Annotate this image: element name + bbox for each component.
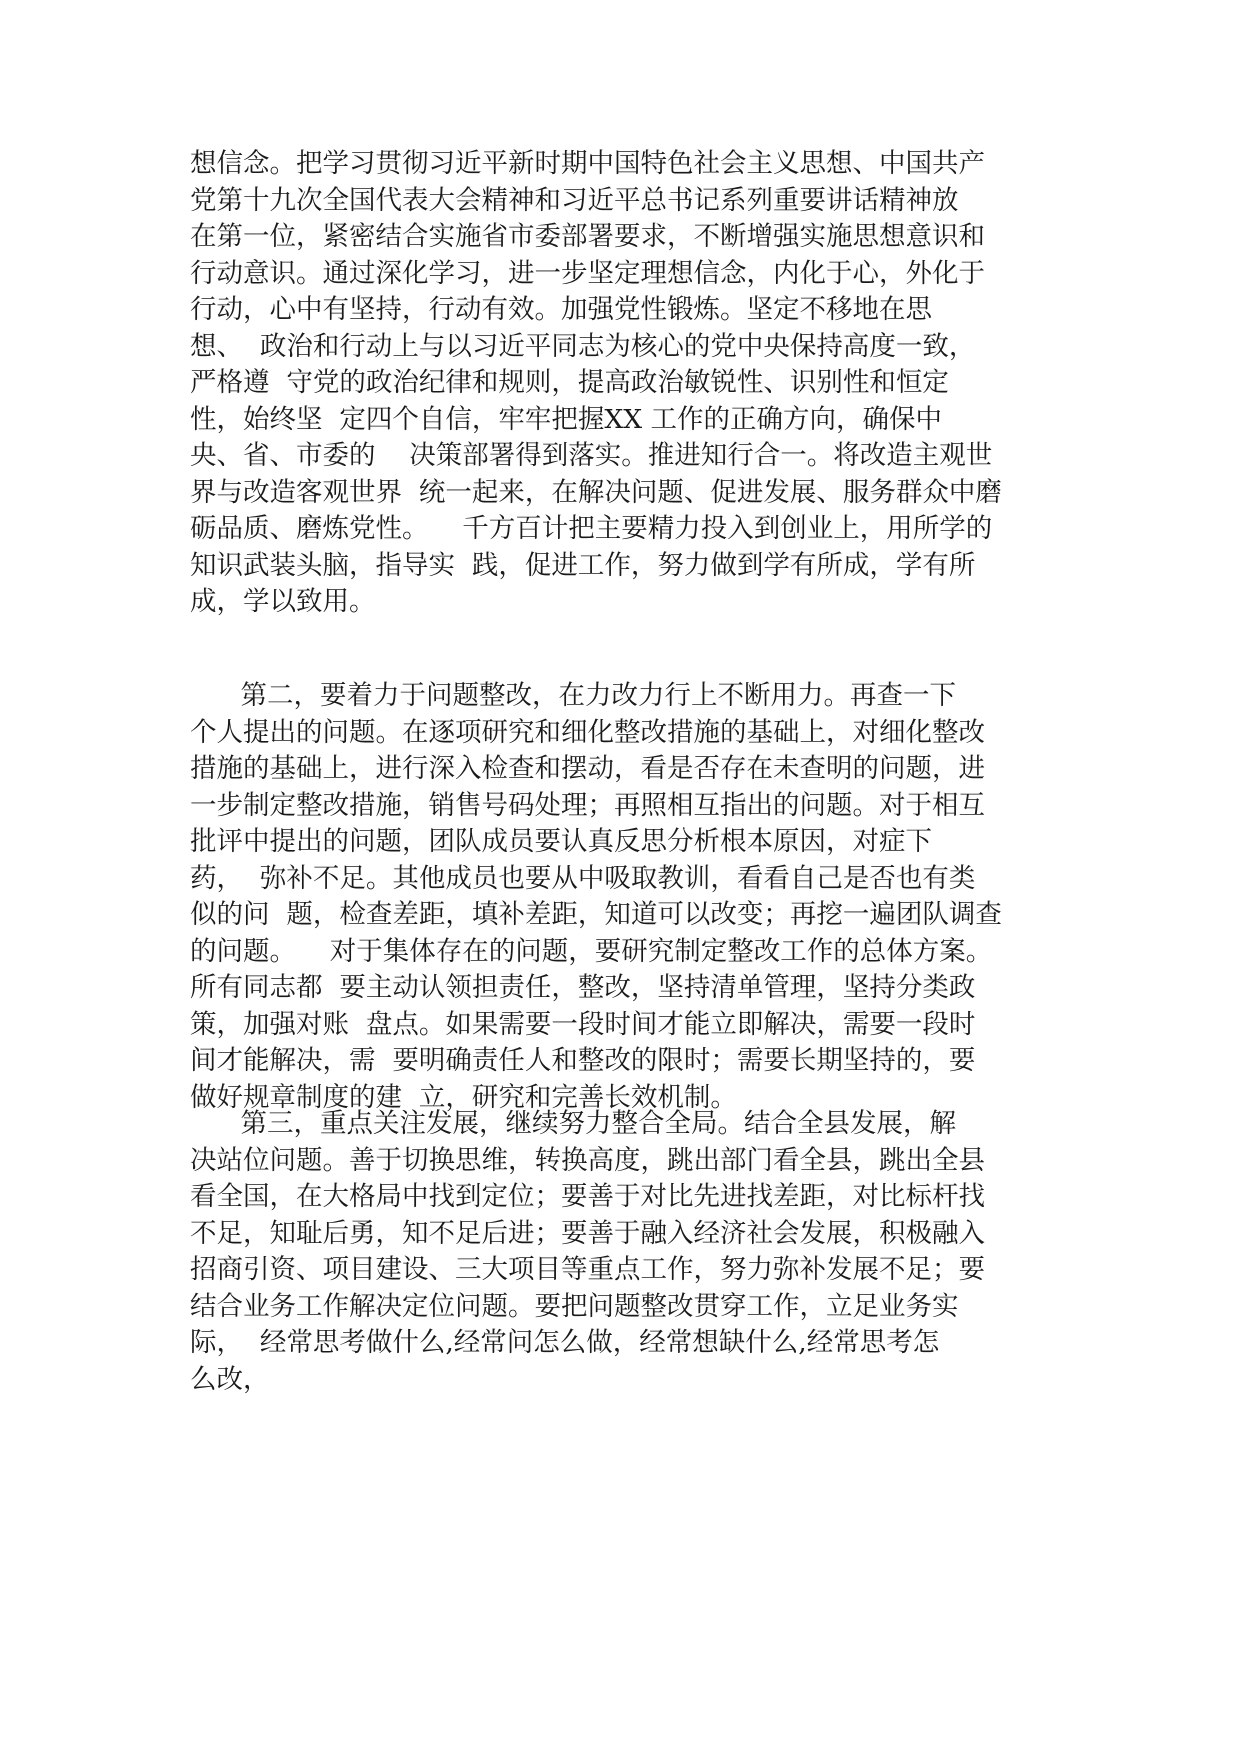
text-line: 性，始终坚 定四个自信，牢牢把握XX 工作的正确方向，确保中 [190, 403, 943, 435]
text-line: 想、 政治和行动上与以习近平同志为核心的党中央保持高度一致， [190, 330, 976, 362]
text-line: 第三，重点关注发展，继续努力整合全局。结合全县发展，解 [190, 1108, 957, 1139]
text-line: 看全国，在大格局中找到定位；要善于对比先进找差距，对比标杆找 [190, 1181, 985, 1212]
text-line: 际， 经常思考做什么,经常问怎么做，经常想缺什么,经常思考怎 [190, 1327, 940, 1358]
text-line: 想信念。把学习贯彻习近平新时期中国特色社会主义思想、中国共产 [190, 148, 985, 179]
text-line: 做好规章制度的建 立，研究和完善长效机制。 [190, 1081, 737, 1113]
text-line: 所有同志都 要主动认领担责任，整改，坚持清单管理，坚持分类政 [190, 972, 976, 1003]
text-line: 策，加强对账 盘点。如果需要一段时间才能立即解决，需要一段时 [190, 1008, 976, 1040]
text-line: 一步制定整改措施，销售号码处理；再照相互指出的问题。对于相互 [190, 789, 985, 821]
text-line: 措施的基础上，进行深入检查和摆动，看是否存在未查明的问题，进 [190, 753, 985, 784]
text-line: 砺品质、磨炼党性。 千方百计把主要精力投入到创业上，用所学的 [190, 513, 993, 544]
text-line: 么改， [190, 1363, 270, 1395]
text-line: 批评中提出的问题，团队成员要认真反思分析根本原因，对症下 [190, 826, 932, 857]
text-line: 决站位问题。善于切换思维，转换高度，跳出部门看全县，跳出全县 [190, 1144, 985, 1176]
text-line: 间才能解决，需 要明确责任人和整改的限时；需要长期坚持的，要 [190, 1045, 976, 1076]
paragraph-development-focus [190, 1106, 1070, 1398]
paragraph-problem-rectification [190, 678, 1070, 1116]
text-line: 在第一位，紧密结合实施省市委部署要求，不断增强实施思想意识和 [190, 221, 985, 252]
text-line: 界与改造客观世界 统一起来，在解决问题、促进发展、服务群众中磨 [190, 476, 1002, 508]
text-line: 个人提出的问题。在逐项研究和细化整改措施的基础上，对细化整改 [190, 716, 985, 748]
text-line: 药， 弥补不足。其他成员也要从中吸取教训，看看自己是否也有类 [190, 862, 976, 894]
text-line: 党第十九次全国代表大会精神和习近平总书记系列重要讲话精神放 [190, 184, 959, 216]
text-line: 行动意识。通过深化学习，进一步坚定理想信念，内化于心，外化于 [190, 257, 985, 289]
text-line: 招商引资、项目建设、三大项目等重点工作，努力弥补发展不足；要 [190, 1254, 985, 1285]
text-line: 严格遵 守党的政治纪律和规则，提高政治敏锐性、识别性和恒定 [190, 367, 949, 398]
text-line: 成，学以致用。 [190, 586, 376, 617]
text-line: 的问题。 对于集体存在的问题，要研究制定整改工作的总体方案。 [190, 935, 993, 967]
text-line: 不足，知耻后勇，知不足后进；要善于融入经济社会发展，积极融入 [190, 1217, 985, 1249]
text-line: 知识武装头脑，指导实 践，促进工作，努力做到学有所成，学有所 [190, 549, 976, 581]
paragraph-ideals-and-beliefs [190, 146, 1070, 621]
text-line: 央、省、市委的 决策部署得到落实。推进知行合一。将改造主观世 [190, 440, 993, 471]
text-line: 第二，要着力于问题整改，在力改力行上不断用力。再查一下 [190, 680, 957, 711]
text-line: 行动，心中有坚持，行动有效。加强党性锻炼。坚定不移地在思 [190, 294, 932, 325]
text-line: 结合业务工作解决定位问题。要把问题整改贯穿工作，立足业务实 [190, 1290, 959, 1322]
text-line: 似的问 题，检查差距，填补差距，知道可以改变；再挖一遍团队调查 [190, 899, 1002, 930]
